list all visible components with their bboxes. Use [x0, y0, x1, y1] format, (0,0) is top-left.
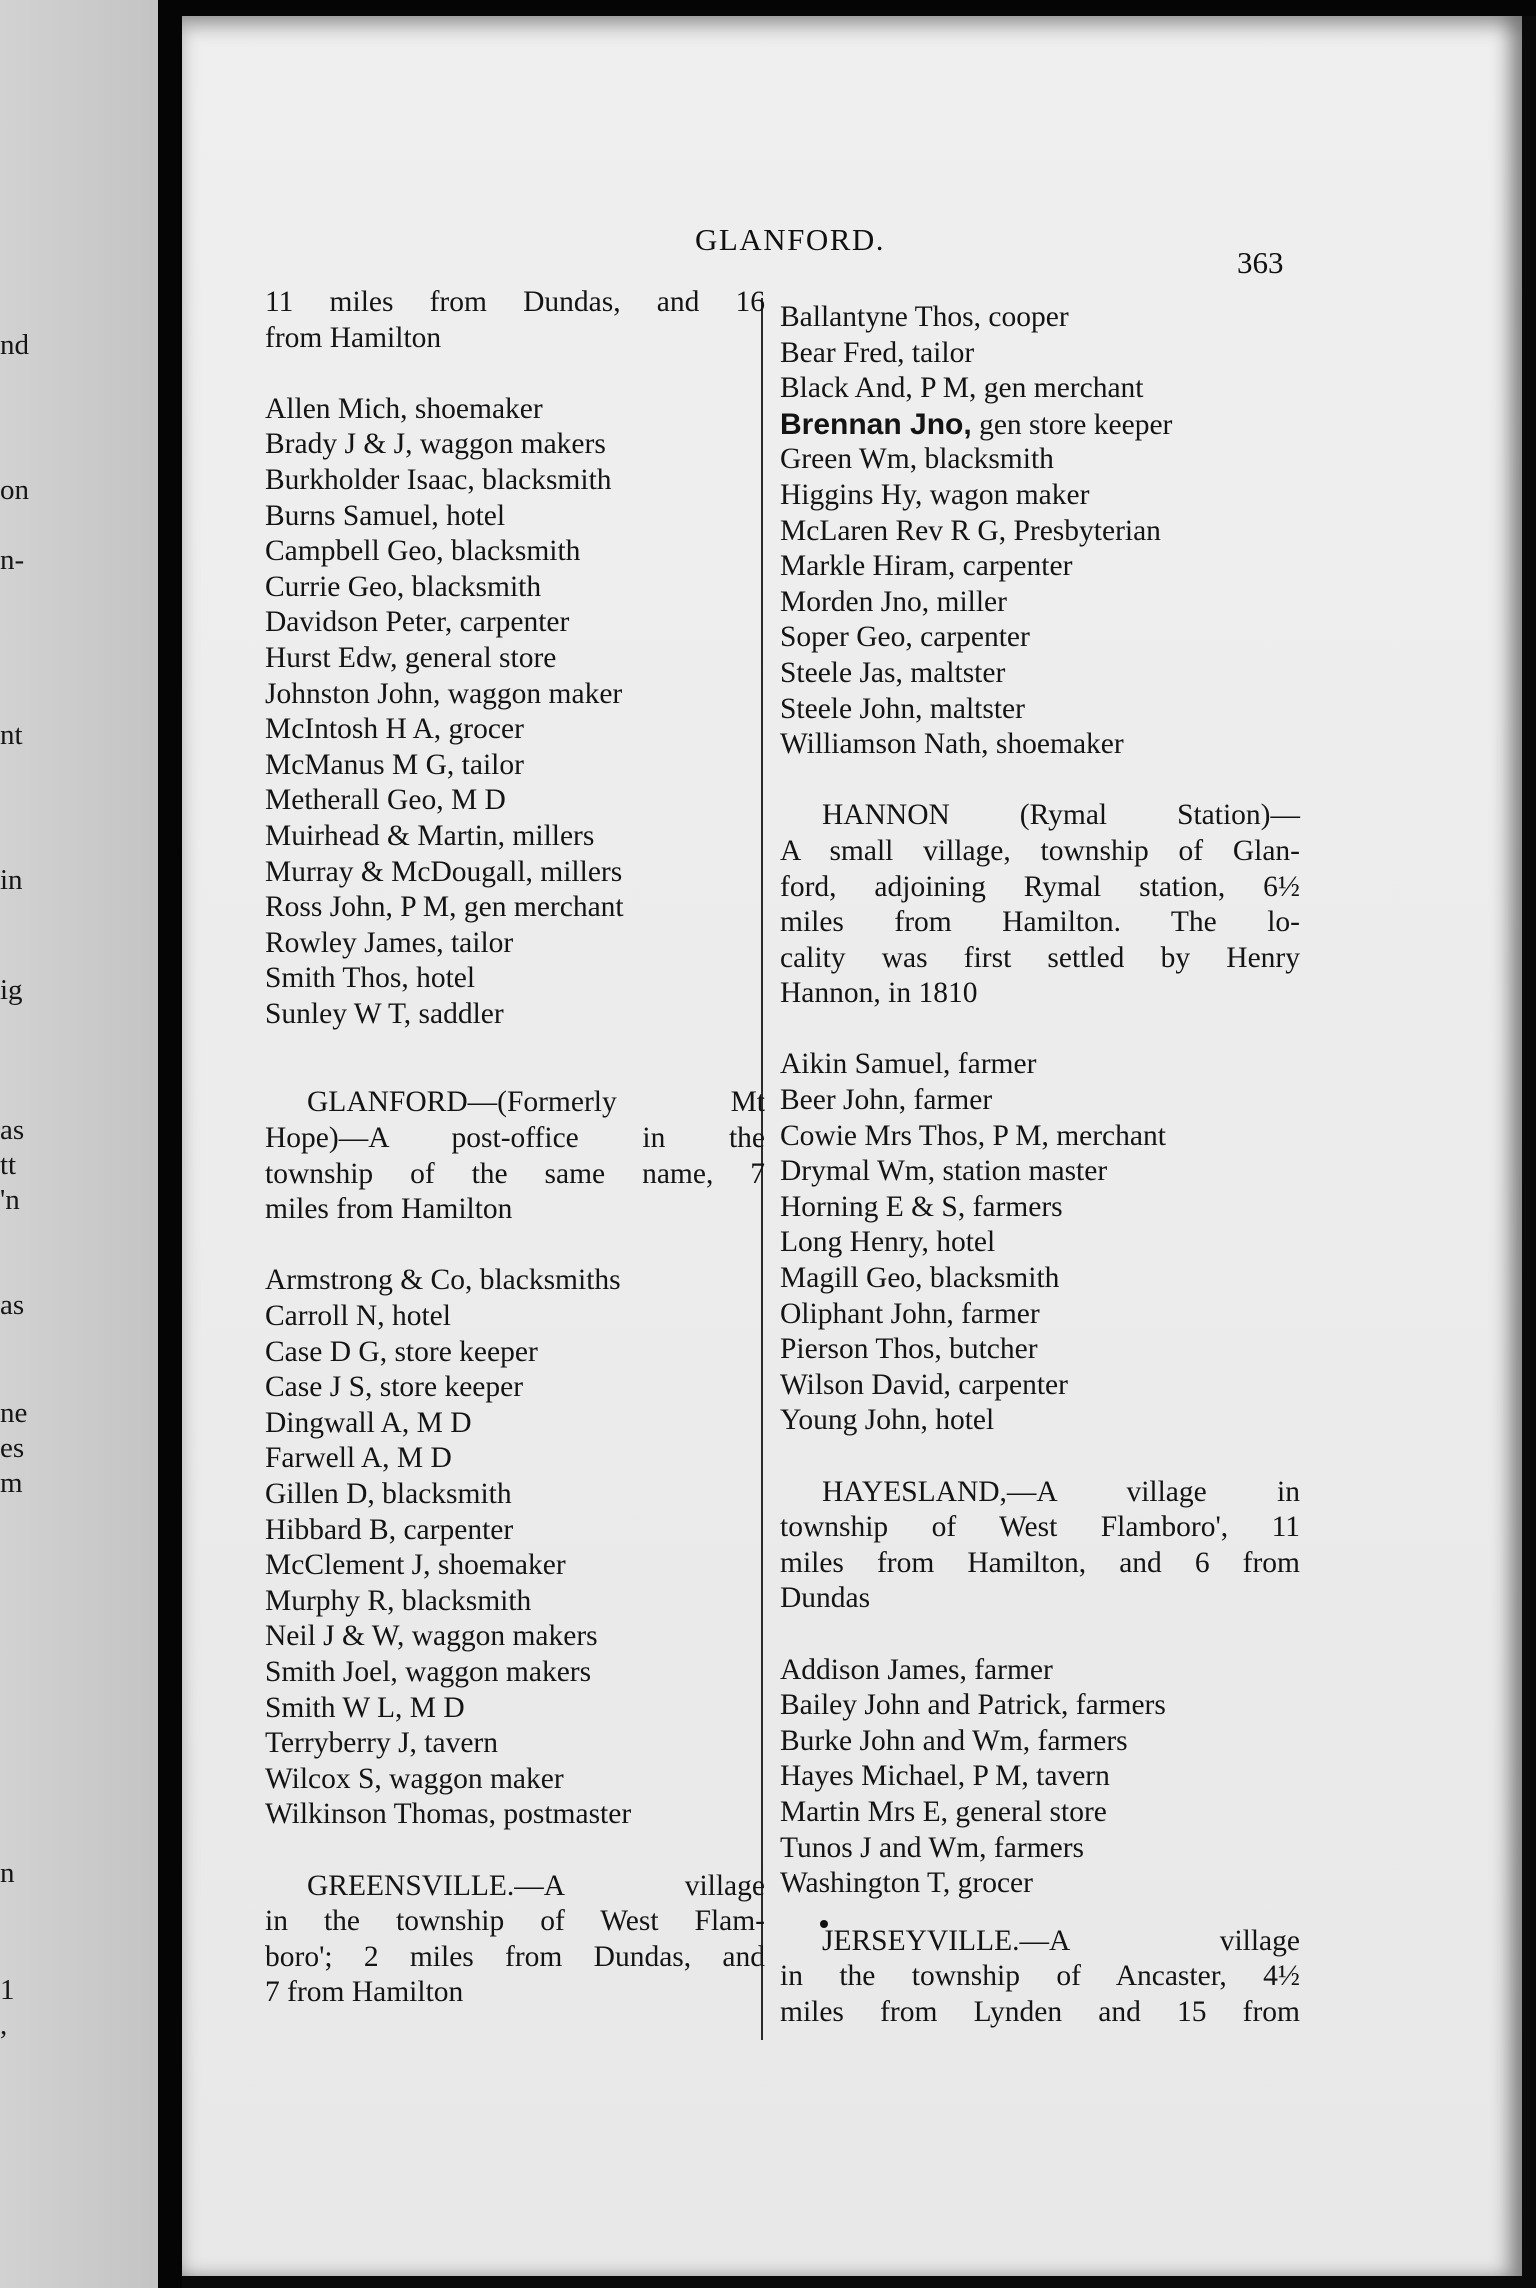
directory-entry: Long Henry, hotel: [780, 1226, 996, 1259]
directory-entry: Hayes Michael, P M, tavern: [780, 1760, 1110, 1793]
stray-ink-dot: [780, 1902, 1300, 1924]
left-page-fragment: on: [0, 474, 29, 506]
directory-entry: Brady J & J, waggon makers: [265, 428, 606, 461]
text-line: 7 from Hamilton: [265, 1976, 464, 2009]
entry-trade: gen store keeper: [971, 408, 1173, 441]
directory-entry: Aikin Samuel, farmer: [780, 1048, 1037, 1081]
directory-entry: Black And, P M, gen merchant: [780, 372, 1144, 405]
text-line: from Hamilton: [265, 321, 442, 354]
left-page-fragment: es: [0, 1432, 25, 1464]
adjacent-page-edge: [0, 0, 158, 2288]
directory-entry: Smith Thos, hotel: [265, 962, 476, 995]
directory-entry: Allen Mich, shoemaker: [265, 392, 543, 425]
place-heading-hannon: [780, 798, 1300, 1012]
left-page-fragment: ,: [0, 2009, 8, 2041]
directory-entry: Steele Jas, maltster: [780, 656, 1006, 689]
text-line: in the township of Ancaster, 4½: [780, 1960, 1300, 1993]
directory-entry: Neil J & W, waggon makers: [265, 1620, 598, 1653]
entry-list: [265, 1263, 765, 1833]
directory-entry: Hibbard B, carpenter: [265, 1513, 514, 1546]
directory-entry: Soper Geo, carpenter: [780, 621, 1030, 654]
directory-entry: Morden Jno, miller: [780, 585, 1007, 618]
directory-entry: Wilcox S, waggon maker: [265, 1762, 564, 1795]
directory-entry: McLaren Rev R G, Presbyterian: [780, 514, 1161, 547]
directory-entry: Williamson Nath, shoemaker: [780, 728, 1124, 761]
directory-entry: Beer John, farmer: [780, 1084, 993, 1117]
directory-entry: Case D G, store keeper: [265, 1335, 538, 1368]
place-heading-glanford: [265, 1085, 765, 1227]
entry-name-bold: Brennan Jno,: [780, 407, 972, 441]
text-line: ford, adjoining Rymal station, 6½: [780, 870, 1300, 903]
directory-entry: Case J S, store keeper: [265, 1371, 524, 1404]
directory-entry: Metherall Geo, M D: [265, 784, 506, 817]
left-page-fragment: n-: [0, 544, 25, 576]
directory-entry: McIntosh H A, grocer: [265, 713, 524, 746]
text-line: HAYESLAND,—A village in: [822, 1475, 1300, 1508]
text-line: GLANFORD—(Formerly Mt: [307, 1086, 765, 1119]
directory-entry: Pierson Thos, butcher: [780, 1333, 1038, 1366]
text-line: township of the same name, 7: [265, 1157, 765, 1190]
text-line: boro'; 2 miles from Dundas, and: [265, 1940, 765, 1973]
directory-entry: Gillen D, blacksmith: [265, 1478, 512, 1510]
directory-entry: Farwell A, M D: [265, 1442, 452, 1475]
text-line: A small village, township of Glan-: [780, 834, 1300, 867]
directory-entry: Bear Fred, tailor: [780, 336, 975, 369]
running-head: GLANFORD.: [695, 222, 886, 257]
directory-entry: Currie Geo, blacksmith: [265, 570, 542, 603]
entry-list: [265, 392, 765, 1033]
left-page-fragment: as: [0, 1114, 25, 1146]
page-number: 363: [1237, 245, 1284, 280]
directory-entry: Magill Geo, blacksmith: [780, 1262, 1060, 1295]
entry-list: [780, 300, 1300, 763]
text-line: miles from Hamilton. The lo-: [780, 906, 1300, 939]
left-page-fragment: ig: [0, 974, 23, 1006]
directory-entry: Wilkinson Thomas, postmaster: [265, 1798, 632, 1831]
left-page-fragment: in: [0, 864, 23, 896]
text-line: miles from Hamilton, and 6 from: [780, 1546, 1300, 1579]
entry-list: [780, 1653, 1300, 1902]
directory-entry: McClement J, shoemaker: [265, 1549, 566, 1582]
text-line: miles from Hamilton: [265, 1193, 513, 1226]
text-line: GREENSVILLE.—A village: [307, 1869, 765, 1902]
directory-entry: Bailey John and Patrick, farmers: [780, 1689, 1166, 1722]
directory-entry: Markle Hiram, carpenter: [780, 550, 1073, 583]
directory-entry: Ballantyne Thos, cooper: [780, 301, 1069, 333]
left-page-fragment: tt: [0, 1149, 17, 1181]
text-line: cality was first settled by Henry: [780, 941, 1300, 974]
directory-entry: Martin Mrs E, general store: [780, 1795, 1107, 1828]
directory-entry: Burkholder Isaac, blacksmith: [265, 463, 612, 496]
directory-entry: Murray & McDougall, millers: [265, 855, 623, 888]
text-line: Dundas: [780, 1582, 871, 1615]
directory-entry: Burke John and Wm, farmers: [780, 1724, 1128, 1757]
directory-entry: Tunos J and Wm, farmers: [780, 1831, 1085, 1864]
directory-entry: Johnston John, waggon maker: [265, 677, 623, 710]
directory-entry: Terryberry J, tavern: [265, 1727, 499, 1760]
left-page-fragment: nd: [0, 329, 29, 361]
directory-entry: Drymal Wm, station master: [780, 1155, 1108, 1188]
left-page-fragment: 1: [0, 1974, 15, 2006]
text-line: in the township of West Flam-: [265, 1905, 765, 1938]
section-intro: [265, 285, 765, 356]
directory-entry: Wilson David, carpenter: [780, 1368, 1068, 1401]
left-page-fragment: nt: [0, 719, 23, 751]
directory-entry: Sunley W T, saddler: [265, 997, 504, 1030]
left-page-fragment: as: [0, 1289, 25, 1321]
directory-entry: Ross John, P M, gen merchant: [265, 891, 624, 924]
directory-entry: Washington T, grocer: [780, 1867, 1033, 1900]
text-line: miles from Lynden and 15 from: [780, 1995, 1300, 2028]
book-gutter: [158, 0, 182, 2288]
left-page-fragment: n: [0, 1857, 15, 1889]
directory-entry: Rowley James, tailor: [265, 926, 514, 959]
directory-entry: Muirhead & Martin, millers: [265, 819, 595, 852]
directory-entry: Hurst Edw, general store: [265, 641, 557, 674]
left-page-fragment: 'n: [0, 1184, 20, 1216]
scan-top-edge: [182, 0, 1536, 16]
directory-entry: Burns Samuel, hotel: [265, 499, 506, 532]
directory-entry: Smith W L, M D: [265, 1691, 465, 1724]
directory-entry: Green Wm, blacksmith: [780, 443, 1054, 476]
directory-entry: Carroll N, hotel: [265, 1300, 451, 1333]
directory-entry: Higgins Hy, wagon maker: [780, 478, 1090, 511]
text-line: HANNON (Rymal Station)—: [822, 799, 1300, 832]
entry-list: [780, 1047, 1300, 1439]
text-line: Hannon, in 1810: [780, 977, 978, 1010]
text-line: township of West Flamboro', 11: [780, 1511, 1300, 1544]
left-page-fragment: ne: [0, 1397, 28, 1429]
left-page-fragment: m: [0, 1467, 23, 1499]
directory-entry: Dingwall A, M D: [265, 1406, 472, 1439]
directory-entry-bold: [780, 407, 1300, 443]
place-heading-hayesland: [780, 1475, 1300, 1617]
left-column: [265, 285, 765, 2011]
directory-entry: Armstrong & Co, blacksmiths: [265, 1264, 621, 1297]
text-line: Hope)—A post-office in the: [265, 1122, 765, 1155]
place-heading-greensville: [265, 1869, 765, 2011]
place-heading-jerseyville: [780, 1924, 1300, 2031]
directory-entry: Cowie Mrs Thos, P M, merchant: [780, 1119, 1166, 1152]
directory-entry: Addison James, farmer: [780, 1653, 1053, 1686]
directory-entry: Davidson Peter, carpenter: [265, 606, 570, 639]
directory-entry: Campbell Geo, blacksmith: [265, 535, 581, 568]
right-column: [780, 300, 1300, 2031]
text-line: JERSEYVILLE.—A village: [822, 1924, 1300, 1957]
directory-entry: Smith Joel, waggon makers: [265, 1655, 592, 1688]
directory-entry: Steele John, maltster: [780, 692, 1025, 725]
directory-entry: Young John, hotel: [780, 1404, 995, 1437]
directory-entry: Horning E & S, farmers: [780, 1190, 1063, 1223]
directory-entry: Oliphant John, farmer: [780, 1297, 1040, 1330]
directory-entry: Murphy R, blacksmith: [265, 1584, 532, 1617]
text-line: 11 miles from Dundas, and 16: [265, 286, 765, 318]
directory-entry: McManus M G, tailor: [265, 748, 524, 781]
